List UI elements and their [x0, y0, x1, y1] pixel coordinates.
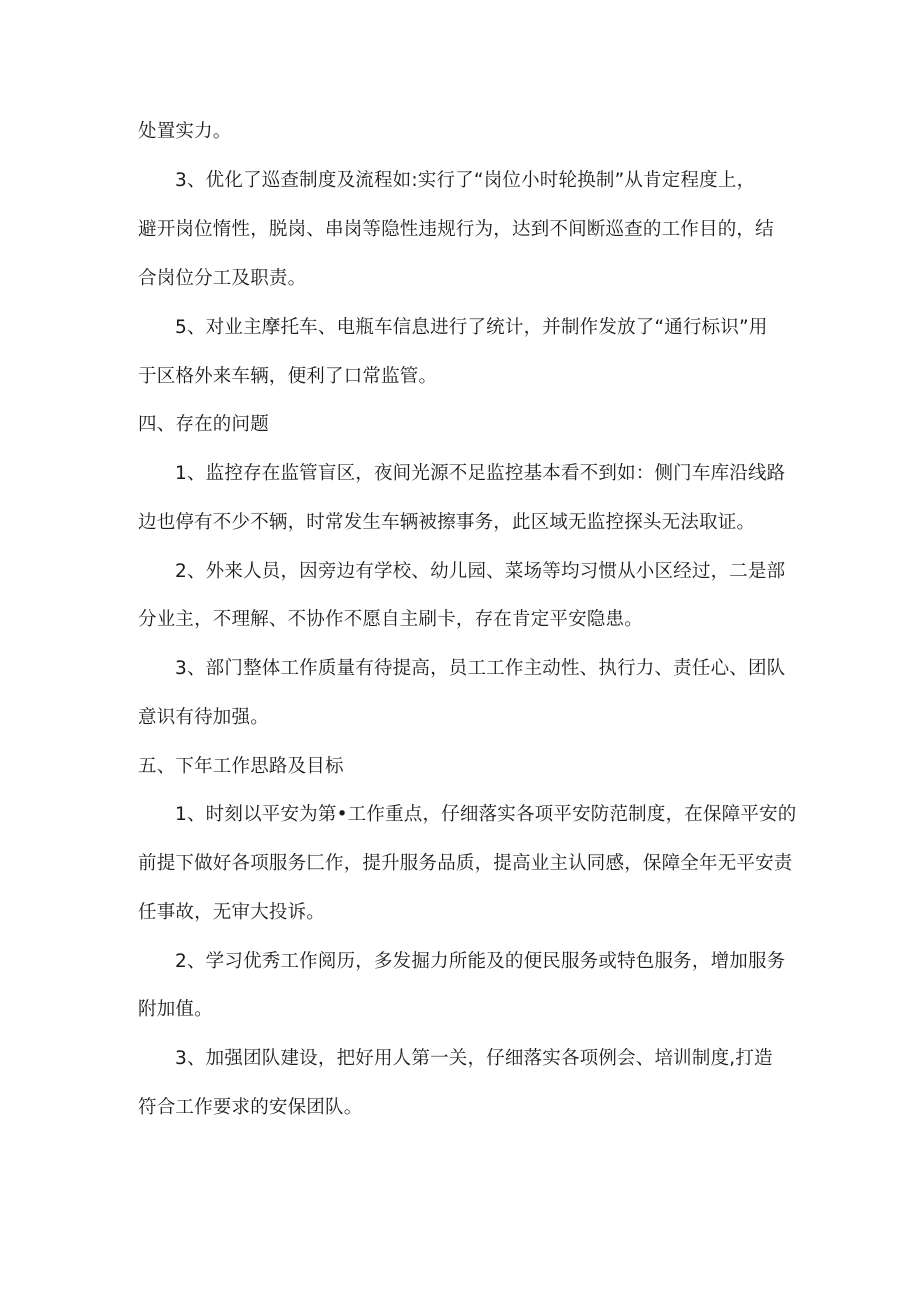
text-line: 3、部门整体工作质量有待提高，员工工作主动性、执行力、责任心、团队 — [175, 658, 786, 679]
section-heading: 四、存在的问题 — [138, 414, 269, 435]
text-line: 分业主，不理解、不协作不愿自主刷卡，存在肯定平安隐患。 — [138, 609, 643, 630]
text-line: 任事故，无审大投诉。 — [138, 902, 326, 923]
text-line: 合岗位分工及职责。 — [138, 268, 307, 289]
text-line: 处置实力。 — [138, 121, 232, 142]
text-line: 2、外来人员，因旁边有学校、幼儿园、菜场等均习惯从小区经过，二是部 — [175, 561, 786, 582]
text-line: 符合工作要求的安保团队。 — [138, 1097, 363, 1118]
section-heading: 五、下年工作思路及目标 — [138, 756, 344, 777]
text-line: 附加值。 — [138, 999, 213, 1020]
text-line: 3、加强团队建设，把好用人第一关，仔细落实各项例会、培训制度,打造 — [175, 1048, 773, 1069]
text-line: 5、对业主摩托车、电瓶车信息进行了统计，并制作发放了“通行标识”用 — [175, 317, 768, 338]
text-line: 边也停有不少不辆，时常发生车辆被擦事务，此区域无监控探头无法取证。 — [138, 512, 756, 533]
text-line: 前提下做好各项服务匚作，提升服务品质，提高业主认同感，保障全年无平安责 — [138, 853, 793, 874]
text-line: 1、监控存在监管盲区，夜间光源不足监控基本看不到如：侧门车库沿线路 — [175, 463, 786, 484]
text-line: 避开岗位惰性，脱岗、串岗等隐性违规行为，达到不间断巡查的工作目的，结 — [138, 219, 774, 240]
text-line: 于区格外来车辆，便利了口常监管。 — [138, 366, 438, 387]
text-line: 3、优化了巡查制度及流程如:实行了“岗位小时轮换制”从肯定程度上， — [175, 170, 756, 191]
text-line: 1、时刻以平安为第•工作重点，仔细落实各项平安防范制度，在保障平安的 — [175, 804, 797, 825]
text-line: 意识有待加强。 — [138, 707, 269, 728]
text-line: 2、学习优秀工作阅历，多发掘力所能及的便民服务或特色服务，增加服务 — [175, 951, 786, 972]
